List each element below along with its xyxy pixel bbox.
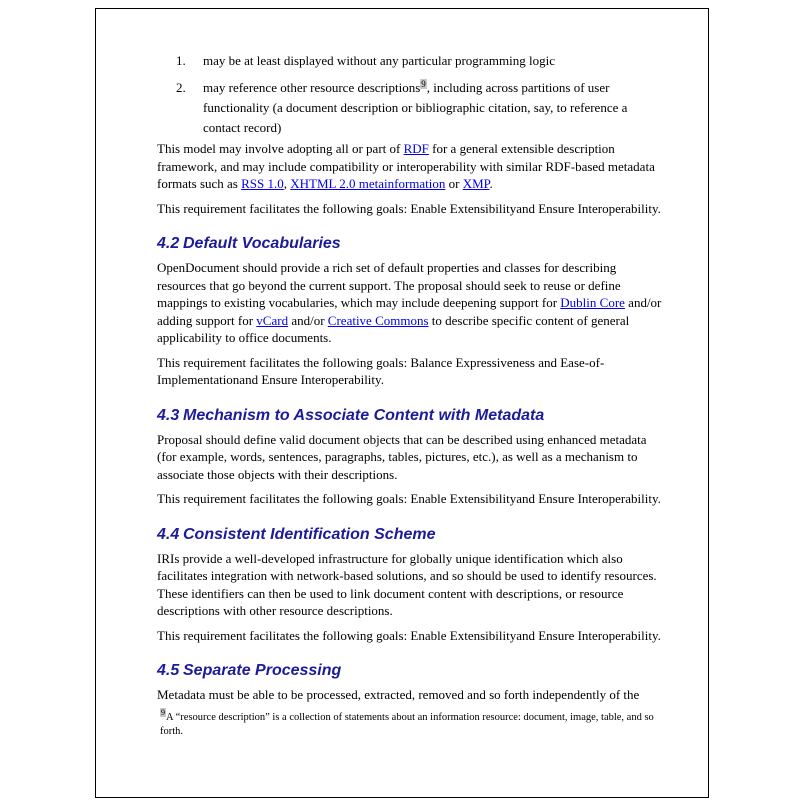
paragraph-section-4-4-body: IRIs provide a well-developed infrastructure for globally unique identification which also facilitates integration with network-based solutions, and so should be used to identify resources. These identifiers can then be used to link document content with descriptions, or resource descriptions with other resource descriptions. xyxy=(157,550,657,618)
footnote xyxy=(157,708,663,739)
text-run: This model may involve adopting all or part of xyxy=(157,141,404,156)
link-vcard[interactable]: vCard xyxy=(256,312,289,328)
heading-title: Consistent Identification Scheme xyxy=(183,525,436,543)
list-item xyxy=(157,51,663,71)
heading-title: Separate Processing xyxy=(183,662,342,679)
text-run: . xyxy=(489,176,493,191)
heading-title: Mechanism to Associate Content with Metadata xyxy=(183,406,545,424)
footnote-reference[interactable]: 9 xyxy=(421,78,426,89)
ordered-list xyxy=(157,51,663,138)
link-xhtml-2-0-metainformation[interactable]: XHTML 2.0 metainformation xyxy=(290,176,446,191)
heading-title: Default Vocabularies xyxy=(183,235,341,252)
list-item-text xyxy=(203,80,627,135)
footnote-marker[interactable]: 9 xyxy=(161,708,165,717)
heading-number: 4.3 xyxy=(157,406,180,424)
footnote-text: A “resource description” is a collection of statements about an information resource: document, image, table, and so forth. xyxy=(160,711,654,737)
document-page xyxy=(95,8,709,798)
text-run: and/or xyxy=(288,312,328,328)
section-heading-4-5 xyxy=(157,661,663,680)
link-rdf[interactable]: RDF xyxy=(403,141,429,156)
text-run: may reference other resource descriptions xyxy=(203,80,421,95)
paragraph-section-4-2-body xyxy=(157,259,663,347)
paragraph-goals: This requirement facilitates the following goals: Enable Extensibilityand Ensure Interoperability. xyxy=(157,627,661,643)
paragraph-goals: This requirement facilitates the following goals: Balance Expressiveness and Ease-of-Implementationand Ensure Interoperability. xyxy=(157,354,605,387)
paragraph-model xyxy=(157,140,663,193)
list-item-number: 2. xyxy=(176,80,186,95)
text-run: for a general extensible description framework, and may include compatibility or interoperability with similar RDF-based metadata formats such as xyxy=(157,141,655,191)
link-xmp[interactable]: XMP xyxy=(462,176,490,191)
text-run: OpenDocument should provide a rich set of default properties and classes for describing resources that go beyond the current support. The proposal should seek to reuse or define mappings to existing vocabularies, which may include deepening support for xyxy=(157,260,621,310)
text-run: , including across partitions of user functionality (a document description or bibliographic citation, say, to reference a contact record) xyxy=(203,80,628,135)
heading-number: 4.2 xyxy=(157,235,180,252)
heading-number: 4.5 xyxy=(157,662,180,679)
heading-number: 4.4 xyxy=(157,525,180,543)
text-run: or xyxy=(445,176,463,191)
section-heading-4-3 xyxy=(157,406,663,425)
link-rss-1-0[interactable]: RSS 1.0 xyxy=(241,176,284,191)
link-creative-commons[interactable]: Creative Commons xyxy=(327,312,429,328)
paragraph-section-4-5-body: Metadata must be able to be processed, extracted, removed and so forth independently of the xyxy=(157,687,640,702)
paragraph-goals: This requirement facilitates the following goals: Enable Extensibilityand Ensure Interoperability. xyxy=(157,200,661,216)
list-item-number: 1. xyxy=(176,53,186,68)
section-heading-4-2 xyxy=(157,234,663,253)
text-run: , xyxy=(283,176,291,191)
list-item-text: may be at least displayed without any particular programming logic xyxy=(203,53,555,68)
text-run: and/or adding support for xyxy=(157,295,662,328)
text-run: to describe specific content of general applicability to office documents. xyxy=(157,312,630,345)
section-heading-4-4 xyxy=(157,525,663,544)
link-dublin-core[interactable]: Dublin Core xyxy=(560,295,625,310)
paragraph-section-4-3-body: Proposal should define valid document objects that can be described using enhanced metadata (for example, words, sentences, paragraphs, tables, pictures, etc.), as well as a mechanism to associate those objects with their descriptions. xyxy=(157,431,647,482)
paragraph-goals: This requirement facilitates the following goals: Enable Extensibilityand Ensure Interoperability. xyxy=(157,491,661,506)
list-item xyxy=(157,78,663,138)
